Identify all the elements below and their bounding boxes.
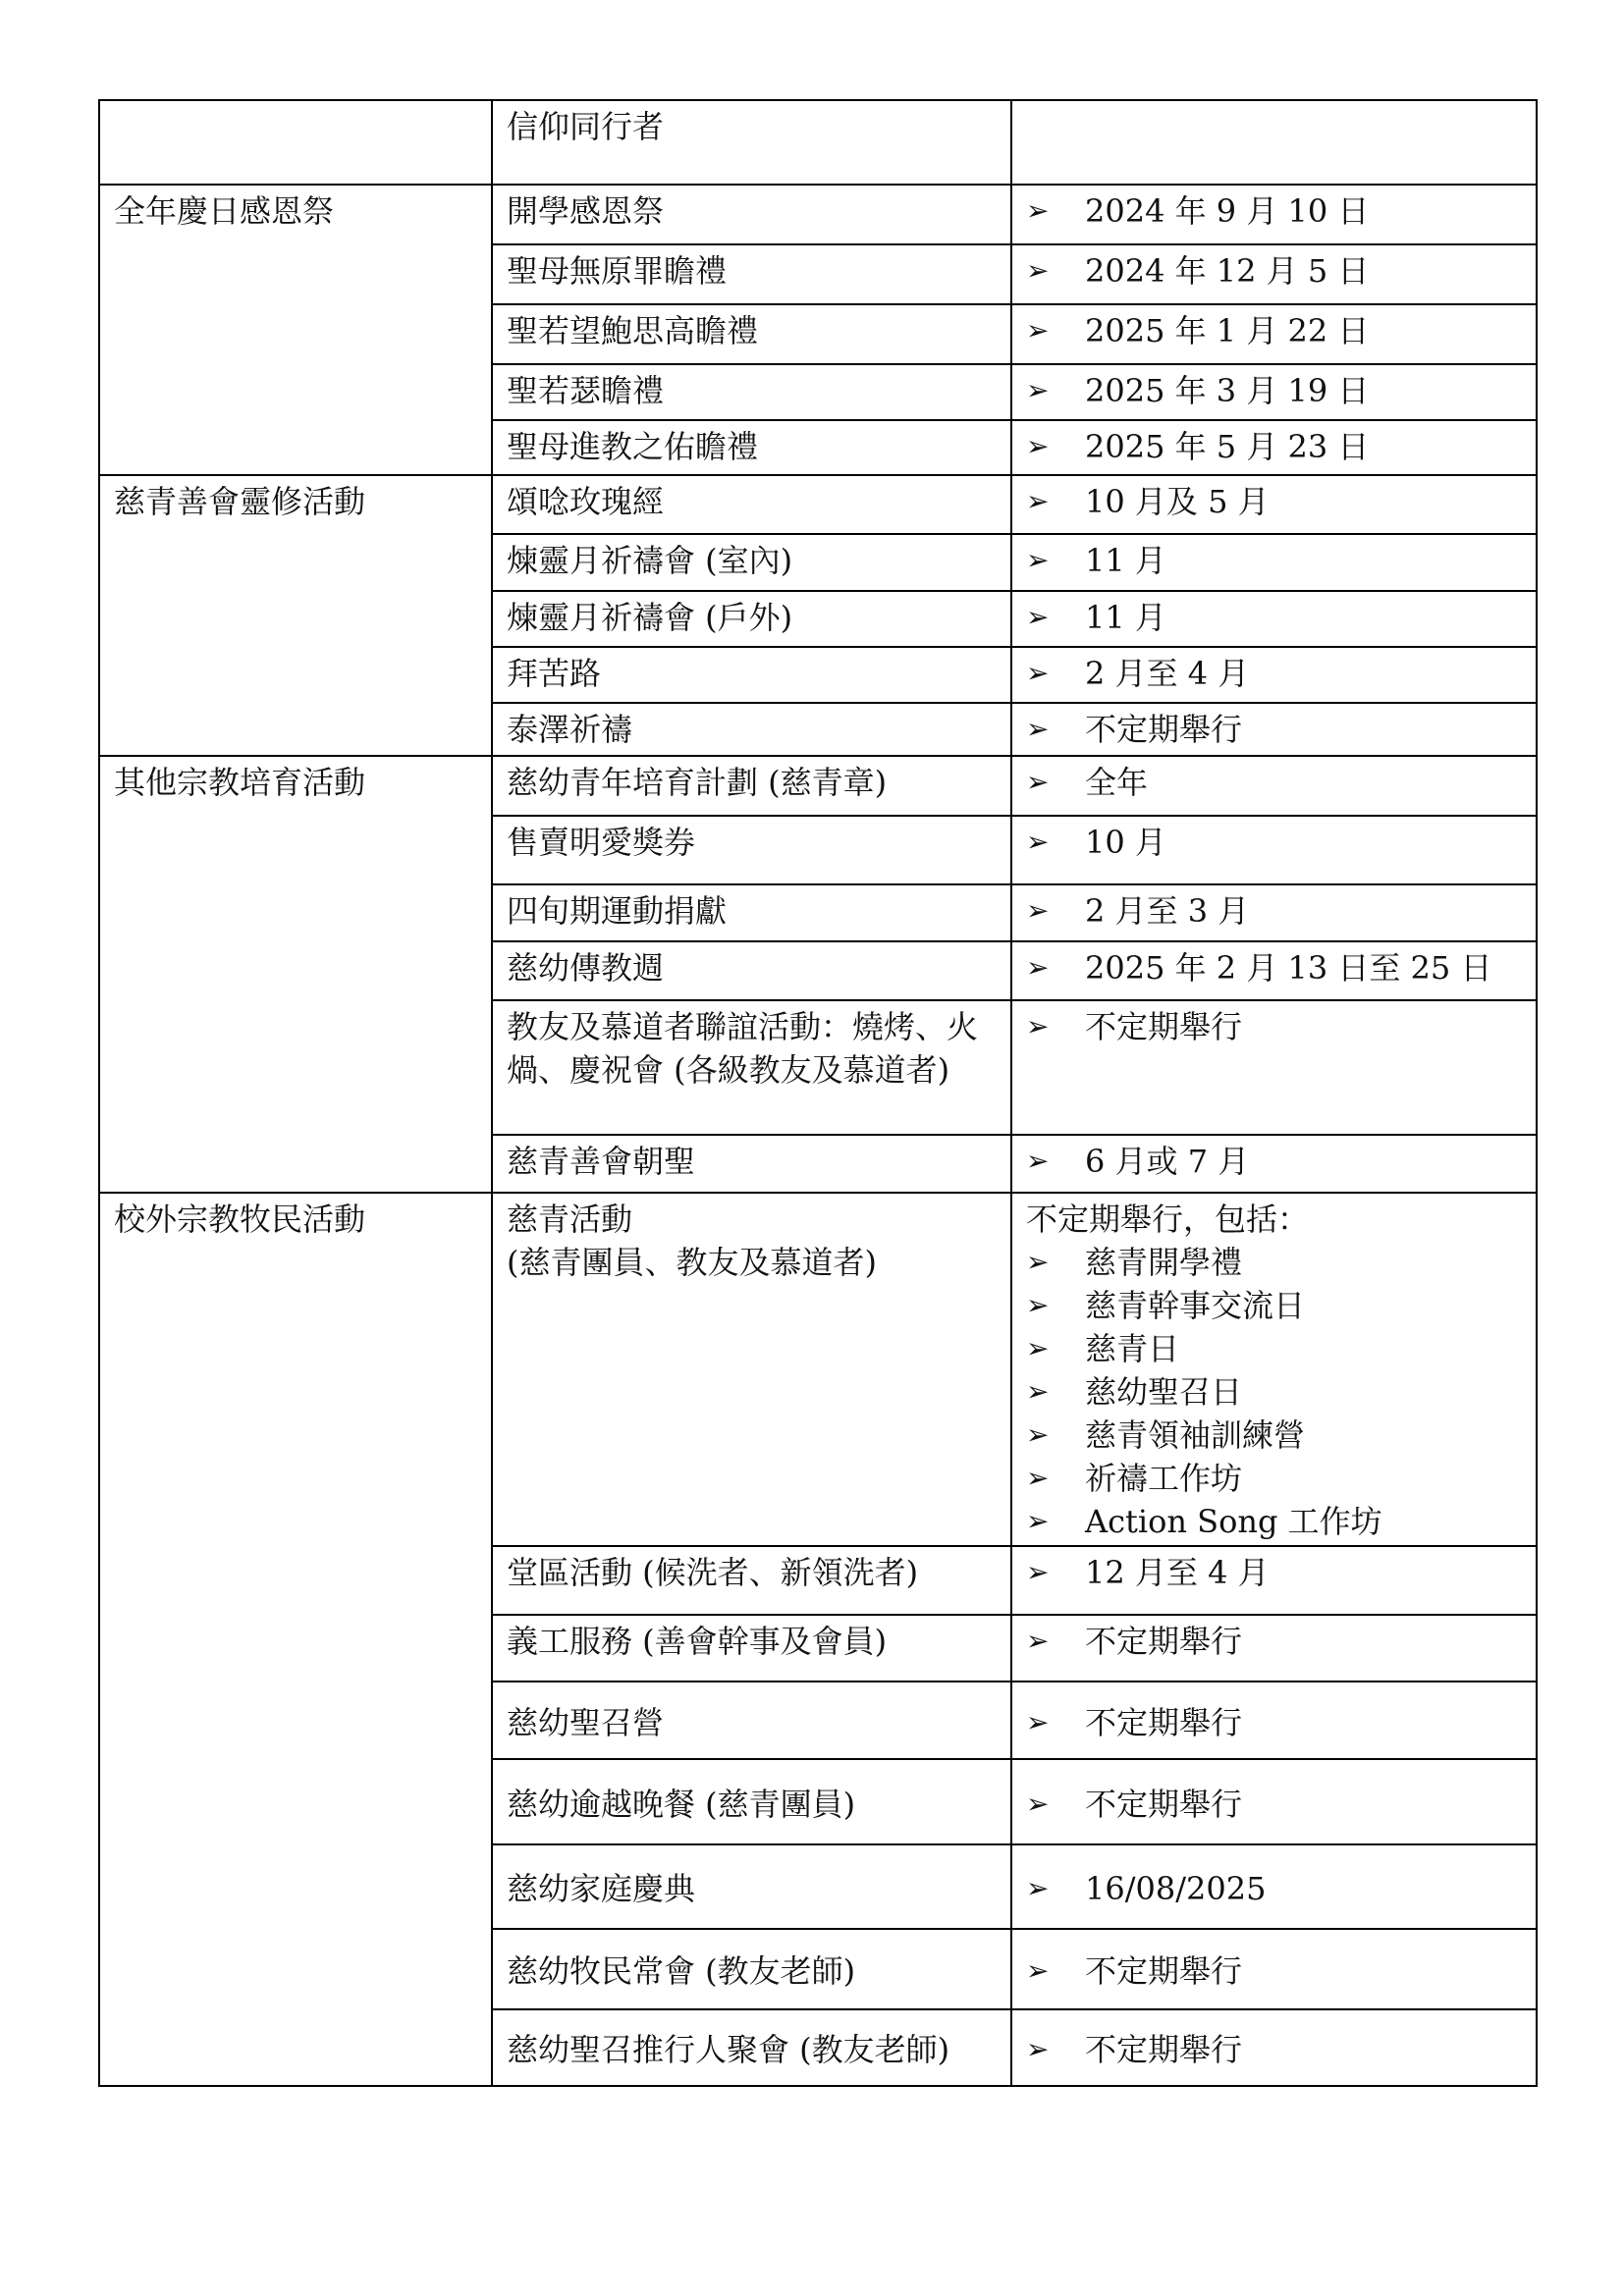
arrow-bullet-icon: ➢: [1026, 1705, 1050, 1738]
date-cell: [1011, 756, 1537, 816]
date-text: 11 月: [1085, 542, 1166, 579]
table-row: [99, 100, 1537, 185]
date-intro: 不定期舉行，包括：: [1026, 1201, 1310, 1238]
arrow-bullet-icon: ➢: [1026, 766, 1050, 798]
date-cell: [1011, 1682, 1537, 1759]
date-text: 2025 年 5 月 23 日: [1085, 428, 1370, 465]
date-cell: [1011, 100, 1537, 185]
activity-cell: 慈青善會朝聖: [492, 1135, 1011, 1193]
activity-cell: 慈幼家庭慶典: [492, 1844, 1011, 1929]
arrow-bullet-icon: ➢: [1026, 601, 1050, 633]
arrow-bullet-icon: ➢: [1026, 1505, 1050, 1537]
date-text: 2025 年 3 月 19 日: [1085, 372, 1370, 409]
table-row: [99, 185, 1537, 244]
arrow-bullet-icon: ➢: [1026, 1556, 1050, 1588]
date-cell: [1011, 647, 1537, 703]
date-text: 10 月及 5 月: [1085, 483, 1270, 520]
arrow-bullet-icon: ➢: [1026, 713, 1050, 745]
date-text: 不定期舉行: [1085, 711, 1243, 748]
list-item: 祈禱工作坊: [1085, 1460, 1243, 1497]
arrow-bullet-icon: ➢: [1026, 1625, 1050, 1657]
date-text: 11 月: [1085, 599, 1166, 636]
arrow-bullet-icon: ➢: [1026, 544, 1050, 576]
list-item: 慈青幹事交流日: [1085, 1287, 1306, 1324]
date-cell: [1011, 1759, 1537, 1844]
activity-cell: 慈幼聖召推行人聚會 (教友老師): [492, 2009, 1011, 2086]
activity-cell: 售賣明愛獎券: [492, 816, 1011, 884]
list-item: 慈幼聖召日: [1085, 1373, 1243, 1411]
category-cell: 全年慶日感恩祭: [99, 185, 492, 475]
activity-subtitle: (慈青團員、教友及慕道者): [507, 1244, 877, 1281]
arrow-bullet-icon: ➢: [1026, 1010, 1050, 1042]
schedule-body: [99, 100, 1537, 2086]
date-text: 不定期舉行: [1085, 1952, 1243, 1990]
date-text: 2024 年 9 月 10 日: [1085, 192, 1370, 230]
arrow-bullet-icon: ➢: [1026, 374, 1050, 406]
activity-cell: 聖若望鮑思高瞻禮: [492, 304, 1011, 364]
activity-cell: 聖若瑟瞻禮: [492, 364, 1011, 420]
table-row: [99, 756, 1537, 816]
date-cell: [1011, 816, 1537, 884]
list-item: 慈青開學禮: [1085, 1244, 1243, 1281]
arrow-bullet-icon: ➢: [1026, 1418, 1050, 1451]
arrow-bullet-icon: ➢: [1026, 2033, 1050, 2065]
date-cell: [1011, 1929, 1537, 2009]
arrow-bullet-icon: ➢: [1026, 657, 1050, 689]
date-text: 不定期舉行: [1085, 2031, 1243, 2068]
activity-cell: 教友及慕道者聯誼活動：燒烤、火煱、慶祝會 (各級教友及慕道者): [492, 1000, 1011, 1135]
activity-cell: 煉靈月祈禱會 (戶外): [492, 591, 1011, 647]
arrow-bullet-icon: ➢: [1026, 485, 1050, 517]
date-text: 6 月或 7 月: [1085, 1143, 1250, 1180]
activity-cell: 煉靈月祈禱會 (室內): [492, 534, 1011, 591]
date-cell: [1011, 1844, 1537, 1929]
arrow-bullet-icon: ➢: [1026, 194, 1050, 227]
date-cell: [1011, 364, 1537, 420]
arrow-bullet-icon: ➢: [1026, 1787, 1050, 1820]
date-text: 不定期舉行: [1085, 1785, 1243, 1823]
arrow-bullet-icon: ➢: [1026, 1375, 1050, 1408]
date-cell: [1011, 420, 1537, 475]
arrow-bullet-icon: ➢: [1026, 1145, 1050, 1177]
arrow-bullet-icon: ➢: [1026, 314, 1050, 347]
date-cell: [1011, 185, 1537, 244]
date-cell: [1011, 534, 1537, 591]
date-cell: [1011, 703, 1537, 756]
date-cell: [1011, 1000, 1537, 1135]
activity-title: 慈青活動: [507, 1201, 633, 1238]
date-text: 不定期舉行: [1085, 1008, 1243, 1045]
activity-cell: 慈幼傳教週: [492, 941, 1011, 1000]
arrow-bullet-icon: ➢: [1026, 1462, 1050, 1494]
category-cell: 校外宗教牧民活動: [99, 1193, 492, 2086]
list-item: 慈青日: [1085, 1330, 1180, 1367]
date-text: 2025 年 1 月 22 日: [1085, 312, 1370, 349]
activity-cell: 慈幼聖召營: [492, 1682, 1011, 1759]
activity-cell: 慈幼牧民常會 (教友老師): [492, 1929, 1011, 2009]
activity-cell: 泰澤祈禱: [492, 703, 1011, 756]
date-cell: [1011, 1546, 1537, 1615]
table-row: [99, 1193, 1537, 1546]
activity-cell: 聖母進教之佑瞻禮: [492, 420, 1011, 475]
activity-cell: 頌唸玫瑰經: [492, 475, 1011, 534]
date-text: 16/08/2025: [1085, 1870, 1267, 1907]
activity-cell: 開學感恩祭: [492, 185, 1011, 244]
schedule-table: [98, 99, 1538, 2087]
arrow-bullet-icon: ➢: [1026, 1289, 1050, 1321]
date-text: 12 月至 4 月: [1085, 1554, 1270, 1591]
date-text: 不定期舉行: [1085, 1623, 1243, 1660]
category-cell: [99, 100, 492, 185]
list-item: 慈青領袖訓練營: [1085, 1416, 1306, 1454]
date-text: 10 月: [1085, 824, 1166, 861]
arrow-bullet-icon: ➢: [1026, 951, 1050, 984]
date-text: 2024 年 12 月 5 日: [1085, 252, 1370, 290]
category-cell: 慈青善會靈修活動: [99, 475, 492, 756]
date-cell: [1011, 244, 1537, 304]
date-cell: [1011, 1615, 1537, 1682]
date-cell: [1011, 591, 1537, 647]
category-cell: 其他宗教培育活動: [99, 756, 492, 1193]
activity-cell: 四旬期運動捐獻: [492, 884, 1011, 941]
arrow-bullet-icon: ➢: [1026, 894, 1050, 927]
date-cell: [1011, 884, 1537, 941]
date-text: 全年: [1085, 764, 1149, 801]
date-text: 2 月至 4 月: [1085, 655, 1250, 692]
activity-cell: 堂區活動 (候洗者、新領洗者): [492, 1546, 1011, 1615]
date-cell: [1011, 941, 1537, 1000]
table-row: [99, 475, 1537, 534]
date-cell: [1011, 1193, 1537, 1546]
activity-cell: 信仰同行者: [492, 100, 1011, 185]
date-cell: [1011, 1135, 1537, 1193]
date-cell: [1011, 475, 1537, 534]
activity-cell: 義工服務 (善會幹事及會員): [492, 1615, 1011, 1682]
activity-cell: [492, 1193, 1011, 1546]
date-text: 2 月至 3 月: [1085, 892, 1250, 930]
date-text: 2025 年 2 月 13 日至 25 日: [1085, 949, 1492, 987]
arrow-bullet-icon: ➢: [1026, 1246, 1050, 1278]
date-text: 不定期舉行: [1085, 1703, 1243, 1741]
arrow-bullet-icon: ➢: [1026, 1332, 1050, 1364]
arrow-bullet-icon: ➢: [1026, 826, 1050, 858]
activity-cell: 聖母無原罪瞻禮: [492, 244, 1011, 304]
activity-cell: 慈幼逾越晚餐 (慈青團員): [492, 1759, 1011, 1844]
date-cell: [1011, 304, 1537, 364]
list-item: Action Song 工作坊: [1085, 1503, 1382, 1540]
activity-cell: 慈幼青年培育計劃 (慈青章): [492, 756, 1011, 816]
activity-cell: 拜苦路: [492, 647, 1011, 703]
arrow-bullet-icon: ➢: [1026, 1872, 1050, 1904]
arrow-bullet-icon: ➢: [1026, 1954, 1050, 1987]
arrow-bullet-icon: ➢: [1026, 430, 1050, 462]
date-cell: [1011, 2009, 1537, 2086]
arrow-bullet-icon: ➢: [1026, 254, 1050, 287]
